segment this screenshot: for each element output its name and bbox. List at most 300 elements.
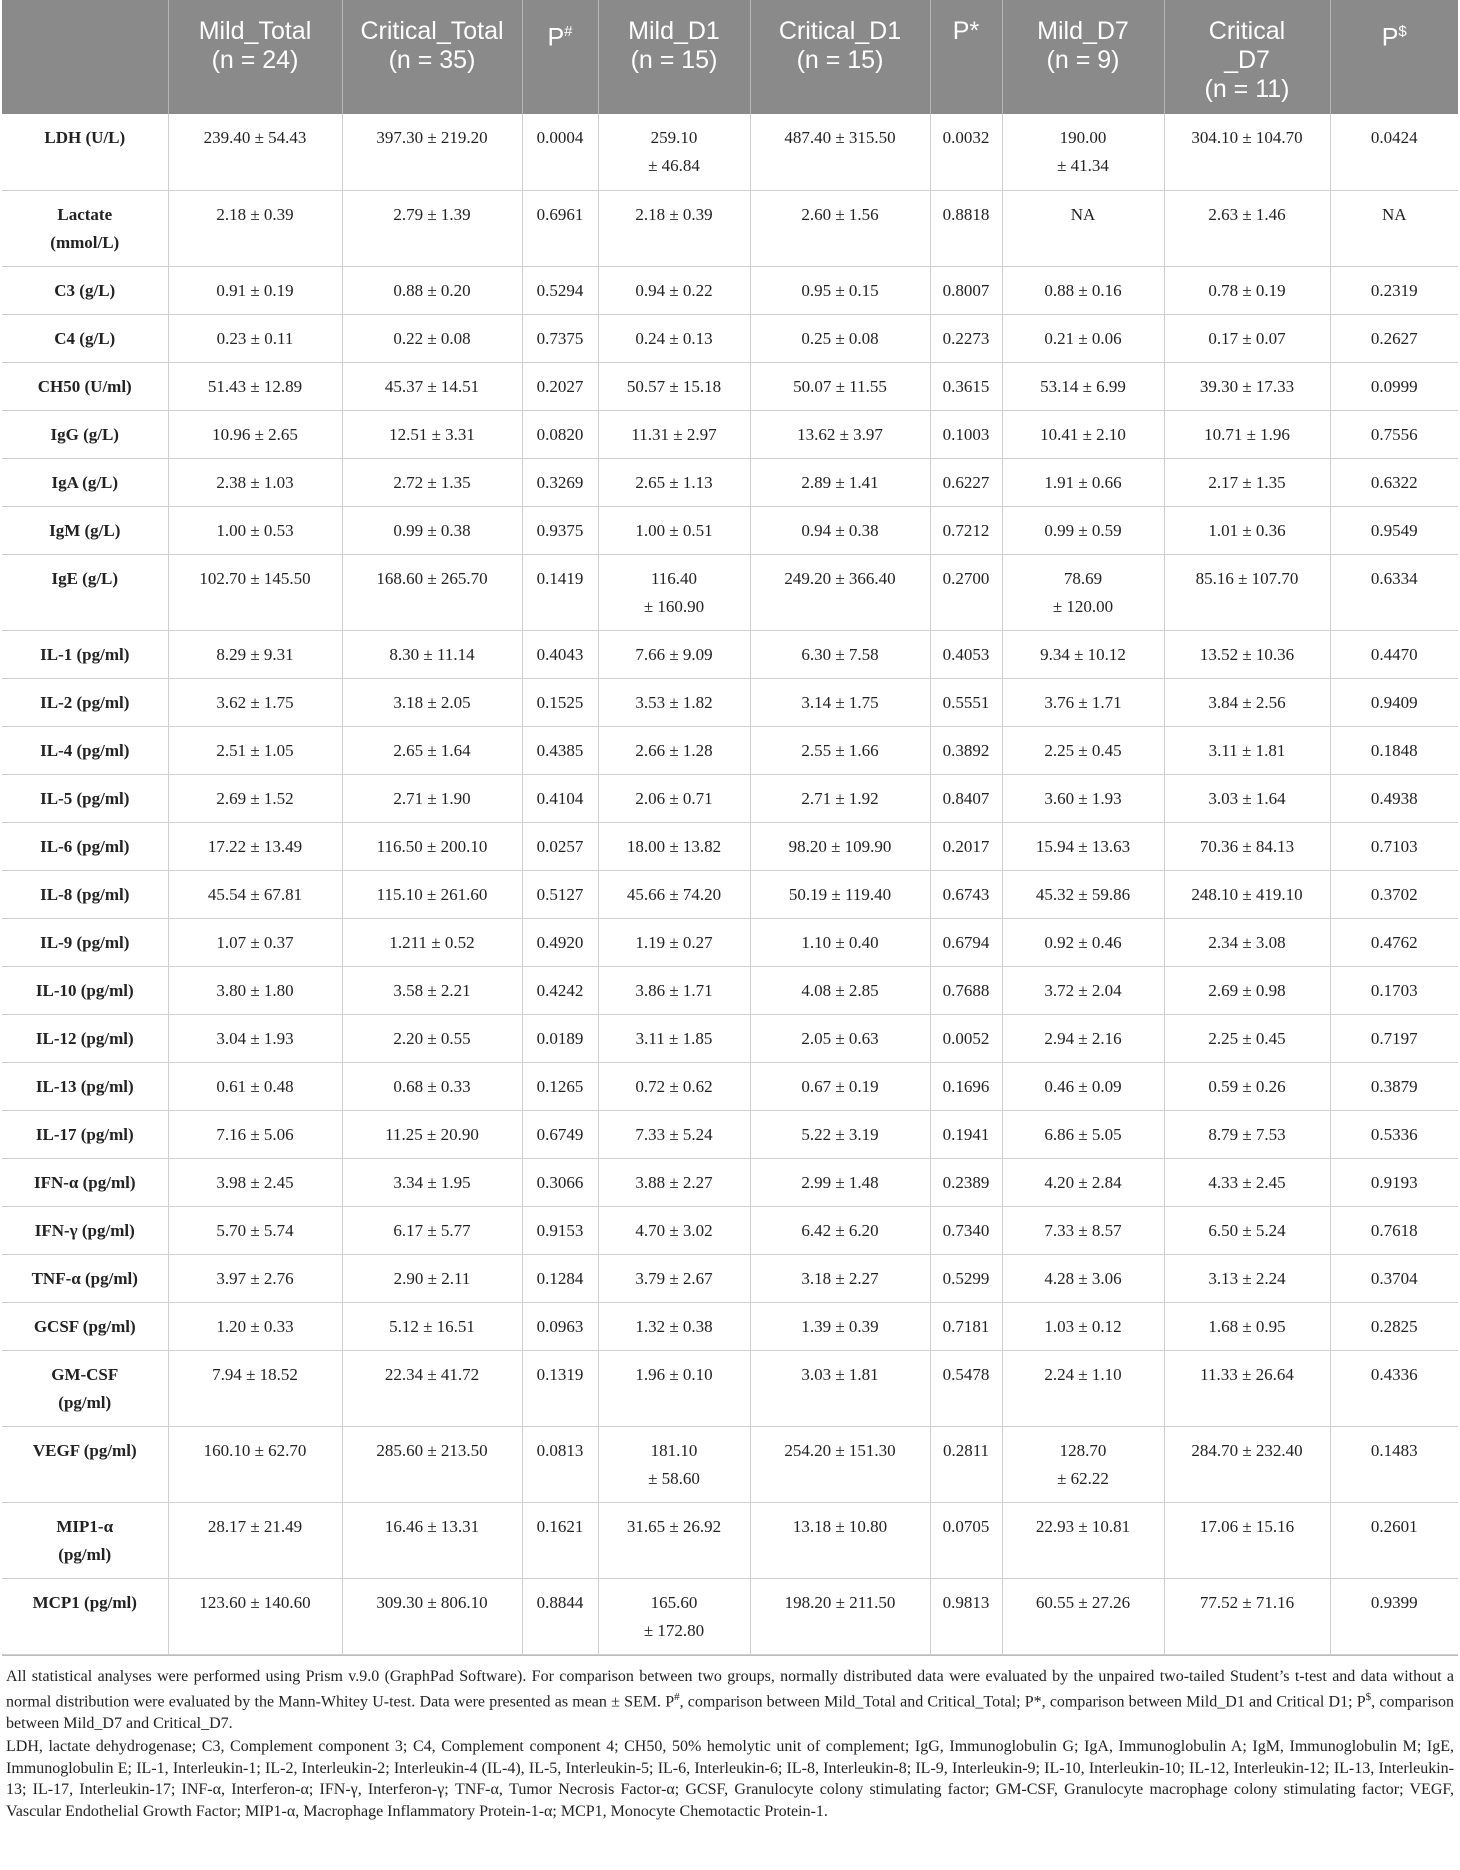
table-cell: 198.20 ± 211.50 — [750, 1578, 930, 1654]
table-cell: 0.7618 — [1330, 1206, 1458, 1254]
table-cell: 31.65 ± 26.92 — [598, 1502, 750, 1578]
row-label: C4 (g/L) — [2, 314, 168, 362]
table-cell: 1.39 ± 0.39 — [750, 1302, 930, 1350]
table-row — [2, 870, 1458, 918]
table-cell: 249.20 ± 366.40 — [750, 554, 930, 630]
column-header-line: P — [547, 23, 565, 52]
table-cell: 487.40 ± 315.50 — [750, 114, 930, 190]
table-cell: 165.60 ± 172.80 — [598, 1578, 750, 1654]
table-cell: 115.10 ± 261.60 — [342, 870, 522, 918]
table-cell: 190.00 ± 41.34 — [1002, 114, 1164, 190]
table-cell: 0.17 ± 0.07 — [1164, 314, 1330, 362]
table-cell: 0.7103 — [1330, 822, 1458, 870]
table-cell: 0.4920 — [522, 918, 598, 966]
table-cell: 2.65 ± 1.13 — [598, 458, 750, 506]
table-row — [2, 266, 1458, 314]
table-cell: 3.18 ± 2.05 — [342, 678, 522, 726]
table-row — [2, 1158, 1458, 1206]
table-cell: 4.70 ± 3.02 — [598, 1206, 750, 1254]
table-cell: 2.63 ± 1.46 — [1164, 190, 1330, 266]
table-cell: 6.86 ± 5.05 — [1002, 1110, 1164, 1158]
table-row — [2, 1302, 1458, 1350]
row-label: IL-12 (pg/ml) — [2, 1014, 168, 1062]
table-cell: 2.18 ± 0.39 — [168, 190, 342, 266]
table-cell: 0.3879 — [1330, 1062, 1458, 1110]
table-cell: 10.41 ± 2.10 — [1002, 410, 1164, 458]
table-cell: 397.30 ± 219.20 — [342, 114, 522, 190]
table-cell: 10.96 ± 2.65 — [168, 410, 342, 458]
table-cell: 0.72 ± 0.62 — [598, 1062, 750, 1110]
table-cell: 3.60 ± 1.93 — [1002, 774, 1164, 822]
table-row — [2, 1206, 1458, 1254]
table-cell: 0.4242 — [522, 966, 598, 1014]
column-header-line: _D7 — [1224, 46, 1270, 74]
table-cell: 16.46 ± 13.31 — [342, 1502, 522, 1578]
table-row — [2, 1254, 1458, 1302]
table-cell: 2.71 ± 1.92 — [750, 774, 930, 822]
row-label: IgM (g/L) — [2, 506, 168, 554]
row-label: IL-13 (pg/ml) — [2, 1062, 168, 1110]
table-cell: 2.89 ± 1.41 — [750, 458, 930, 506]
table-cell: 309.30 ± 806.10 — [342, 1578, 522, 1654]
table-cell: 0.25 ± 0.08 — [750, 314, 930, 362]
table-cell: 0.4385 — [522, 726, 598, 774]
table-cell: 15.94 ± 13.63 — [1002, 822, 1164, 870]
table-cell: 1.20 ± 0.33 — [168, 1302, 342, 1350]
row-label: LDH (U/L) — [2, 114, 168, 190]
row-label: IL-9 (pg/ml) — [2, 918, 168, 966]
table-cell: 0.0963 — [522, 1302, 598, 1350]
row-label: IL-8 (pg/ml) — [2, 870, 168, 918]
row-label: IL-10 (pg/ml) — [2, 966, 168, 1014]
table-row — [2, 410, 1458, 458]
column-header-line: Mild_D7 — [1037, 17, 1129, 45]
table-cell: 50.07 ± 11.55 — [750, 362, 930, 410]
table-cell: 0.4470 — [1330, 630, 1458, 678]
row-label: MCP1 (pg/ml) — [2, 1578, 168, 1654]
table-cell: 0.2027 — [522, 362, 598, 410]
column-header — [522, 0, 598, 114]
table-cell: 0.6334 — [1330, 554, 1458, 630]
column-header-superscript: $ — [1398, 23, 1407, 40]
row-label: VEGF (pg/ml) — [2, 1426, 168, 1502]
table-cell: 0.99 ± 0.59 — [1002, 506, 1164, 554]
table-cell: 0.1003 — [930, 410, 1002, 458]
row-label: IgE (g/L) — [2, 554, 168, 630]
table-cell: 3.88 ± 2.27 — [598, 1158, 750, 1206]
table-cell: 0.2601 — [1330, 1502, 1458, 1578]
table-row — [2, 1350, 1458, 1426]
table-cell: 3.79 ± 2.67 — [598, 1254, 750, 1302]
column-header — [1002, 0, 1164, 114]
table-cell: 0.0257 — [522, 822, 598, 870]
table-cell: 2.06 ± 0.71 — [598, 774, 750, 822]
table-cell: 13.18 ± 10.80 — [750, 1502, 930, 1578]
table-cell: 13.52 ± 10.36 — [1164, 630, 1330, 678]
table-cell: 2.69 ± 1.52 — [168, 774, 342, 822]
table-cell: 0.5478 — [930, 1350, 1002, 1426]
table-row — [2, 1578, 1458, 1654]
table-cell: 0.9813 — [930, 1578, 1002, 1654]
column-header-line: (n = 9) — [1046, 46, 1120, 74]
column-header-line: Critical_Total — [360, 17, 504, 45]
table-cell: 0.5294 — [522, 266, 598, 314]
table-cell: 4.28 ± 3.06 — [1002, 1254, 1164, 1302]
table-row — [2, 114, 1458, 190]
table-cell: 7.66 ± 9.09 — [598, 630, 750, 678]
table-cell: 22.34 ± 41.72 — [342, 1350, 522, 1426]
table-cell: 0.1265 — [522, 1062, 598, 1110]
table-cell: 0.4336 — [1330, 1350, 1458, 1426]
table-cell: 0.94 ± 0.22 — [598, 266, 750, 314]
results-table — [2, 0, 1458, 1655]
table-cell: 3.58 ± 2.21 — [342, 966, 522, 1014]
row-label: IgG (g/L) — [2, 410, 168, 458]
table-cell: 1.91 ± 0.66 — [1002, 458, 1164, 506]
table-cell: 0.2319 — [1330, 266, 1458, 314]
table-cell: 45.54 ± 67.81 — [168, 870, 342, 918]
table-cell: 0.4043 — [522, 630, 598, 678]
table-cell: 3.86 ± 1.71 — [598, 966, 750, 1014]
table-row — [2, 966, 1458, 1014]
table-cell: 2.65 ± 1.64 — [342, 726, 522, 774]
table-cell: 0.0813 — [522, 1426, 598, 1502]
table-cell: 85.16 ± 107.70 — [1164, 554, 1330, 630]
table-cell: 0.4104 — [522, 774, 598, 822]
table-cell: 78.69 ± 120.00 — [1002, 554, 1164, 630]
table-cell: 248.10 ± 419.10 — [1164, 870, 1330, 918]
table-cell: 0.4762 — [1330, 918, 1458, 966]
table-cell: 0.3704 — [1330, 1254, 1458, 1302]
table-cell: 239.40 ± 54.43 — [168, 114, 342, 190]
table-cell: 102.70 ± 145.50 — [168, 554, 342, 630]
footnote-abbreviations: LDH, lactate dehydrogenase; C3, Complement component 3; C4, Complement component 4; CH50, 50% hemolytic unit of complement; IgG, Immunoglobulin G; IgA, Immunoglobulin A; IgM, Immunoglobulin M; IgE, Immunoglobulin E; IL-1, Interleukin-1; IL-2, Interleukin-2; Interleukin-4 (IL-4), IL-5, Interleukin-5; IL-6, Interleukin-6; IL-8, Interleukin-8; IL-9, Interleukin-9; IL-10, Interleukin-10; IL-12, Interleukin-12; IL-13, Interleukin-13; IL-17, Interleukin-17; INF-α, Interferon-α; IFN-γ, Interferon-γ; TNF-α, Tumor Necrosis Factor-α; GCSF, Granulocyte colony stimulating factor; GM-CSF, Granulocyte macrophage colony stimulating factor; VEGF, Vascular Endothelial Growth Factor; MIP1-α, Macrophage Inflammatory Protein-1-α; MCP1, Monocyte Chemotactic Protein-1. — [6, 1738, 1454, 1820]
table-cell: 0.22 ± 0.08 — [342, 314, 522, 362]
column-header-line: Critical — [1208, 17, 1286, 45]
column-header-line: Mild_D1 — [628, 17, 720, 45]
table-cell: 17.06 ± 15.16 — [1164, 1502, 1330, 1578]
table-cell: 160.10 ± 62.70 — [168, 1426, 342, 1502]
table-cell: 2.24 ± 1.10 — [1002, 1350, 1164, 1426]
row-label: IgA (g/L) — [2, 458, 168, 506]
table-cell: 254.20 ± 151.30 — [750, 1426, 930, 1502]
table-cell: 0.46 ± 0.09 — [1002, 1062, 1164, 1110]
table-cell: 0.1941 — [930, 1110, 1002, 1158]
table-cell: 0.24 ± 0.13 — [598, 314, 750, 362]
row-label: IFN-α (pg/ml) — [2, 1158, 168, 1206]
table-cell: 6.17 ± 5.77 — [342, 1206, 522, 1254]
table-cell: 7.33 ± 8.57 — [1002, 1206, 1164, 1254]
table-cell: 1.07 ± 0.37 — [168, 918, 342, 966]
table-cell: 98.20 ± 109.90 — [750, 822, 930, 870]
table-cell: 11.25 ± 20.90 — [342, 1110, 522, 1158]
table-cell: 60.55 ± 27.26 — [1002, 1578, 1164, 1654]
table-cell: 0.6749 — [522, 1110, 598, 1158]
table-cell: 0.3269 — [522, 458, 598, 506]
table-cell: 0.61 ± 0.48 — [168, 1062, 342, 1110]
table-cell: 7.94 ± 18.52 — [168, 1350, 342, 1426]
table-cell: 0.95 ± 0.15 — [750, 266, 930, 314]
table-cell: 13.62 ± 3.97 — [750, 410, 930, 458]
table-cell: 3.18 ± 2.27 — [750, 1254, 930, 1302]
column-header-line: (n = 24) — [211, 46, 299, 74]
table-cell: 2.17 ± 1.35 — [1164, 458, 1330, 506]
table-cell: 168.60 ± 265.70 — [342, 554, 522, 630]
table-cell: 0.3892 — [930, 726, 1002, 774]
table-cell: 0.9399 — [1330, 1578, 1458, 1654]
table-cell: 0.1848 — [1330, 726, 1458, 774]
table-cell: 3.11 ± 1.85 — [598, 1014, 750, 1062]
table-cell: 5.70 ± 5.74 — [168, 1206, 342, 1254]
table-cell: 8.29 ± 9.31 — [168, 630, 342, 678]
table-cell: 0.0424 — [1330, 114, 1458, 190]
table-footnotes — [2, 1655, 1458, 1823]
table-cell: 2.71 ± 1.90 — [342, 774, 522, 822]
column-header-line: (n = 35) — [388, 46, 476, 74]
table-row — [2, 678, 1458, 726]
table-cell: 0.4053 — [930, 630, 1002, 678]
table-cell: 3.14 ± 1.75 — [750, 678, 930, 726]
column-header — [750, 0, 930, 114]
table-cell: 2.79 ± 1.39 — [342, 190, 522, 266]
row-label: Lactate (mmol/L) — [2, 190, 168, 266]
table-cell: 0.1525 — [522, 678, 598, 726]
row-label: C3 (g/L) — [2, 266, 168, 314]
table-cell: 0.1319 — [522, 1350, 598, 1426]
column-header-line: Critical_D1 — [778, 17, 902, 45]
table-cell: 2.25 ± 0.45 — [1164, 1014, 1330, 1062]
table-cell: 0.1419 — [522, 554, 598, 630]
table-cell: 284.70 ± 232.40 — [1164, 1426, 1330, 1502]
table-cell: 0.0189 — [522, 1014, 598, 1062]
table-cell: 6.42 ± 6.20 — [750, 1206, 930, 1254]
table-cell: 0.5127 — [522, 870, 598, 918]
table-cell: 1.68 ± 0.95 — [1164, 1302, 1330, 1350]
table-cell: 1.211 ± 0.52 — [342, 918, 522, 966]
column-header — [168, 0, 342, 114]
table-row — [2, 458, 1458, 506]
table-row — [2, 1014, 1458, 1062]
table-row — [2, 630, 1458, 678]
row-label: IFN-γ (pg/ml) — [2, 1206, 168, 1254]
table-cell: 0.3066 — [522, 1158, 598, 1206]
table-cell: 1.03 ± 0.12 — [1002, 1302, 1164, 1350]
table-cell: 4.08 ± 2.85 — [750, 966, 930, 1014]
table-cell: 0.5299 — [930, 1254, 1002, 1302]
table-cell: 0.9409 — [1330, 678, 1458, 726]
table-cell: 2.99 ± 1.48 — [750, 1158, 930, 1206]
table-cell: 0.99 ± 0.38 — [342, 506, 522, 554]
table-cell: 3.04 ± 1.93 — [168, 1014, 342, 1062]
table-cell: 0.94 ± 0.38 — [750, 506, 930, 554]
table-cell: 2.38 ± 1.03 — [168, 458, 342, 506]
table-cell: 0.3702 — [1330, 870, 1458, 918]
table-cell: 0.7197 — [1330, 1014, 1458, 1062]
table-cell: 0.2627 — [1330, 314, 1458, 362]
table-cell: 2.51 ± 1.05 — [168, 726, 342, 774]
column-header-line: Mild_Total — [198, 17, 312, 45]
table-cell: 0.7688 — [930, 966, 1002, 1014]
table-cell: 116.50 ± 200.10 — [342, 822, 522, 870]
table-cell: 0.1483 — [1330, 1426, 1458, 1502]
table-cell: 18.00 ± 13.82 — [598, 822, 750, 870]
table-cell: 3.03 ± 1.64 — [1164, 774, 1330, 822]
table-cell: 0.1703 — [1330, 966, 1458, 1014]
table-cell: 1.10 ± 0.40 — [750, 918, 930, 966]
table-cell: 0.2700 — [930, 554, 1002, 630]
table-cell: 50.57 ± 15.18 — [598, 362, 750, 410]
table-cell: 45.32 ± 59.86 — [1002, 870, 1164, 918]
table-cell: 0.7556 — [1330, 410, 1458, 458]
table-cell: 0.0004 — [522, 114, 598, 190]
row-label: IL-17 (pg/ml) — [2, 1110, 168, 1158]
table-cell: NA — [1002, 190, 1164, 266]
table-cell: 11.33 ± 26.64 — [1164, 1350, 1330, 1426]
table-row — [2, 506, 1458, 554]
table-cell: 9.34 ± 10.12 — [1002, 630, 1164, 678]
table-cell: 2.69 ± 0.98 — [1164, 966, 1330, 1014]
table-cell: 1.32 ± 0.38 — [598, 1302, 750, 1350]
table-cell: 0.0705 — [930, 1502, 1002, 1578]
table-cell: 3.84 ± 2.56 — [1164, 678, 1330, 726]
table-cell: 0.0999 — [1330, 362, 1458, 410]
table-cell: 2.94 ± 2.16 — [1002, 1014, 1164, 1062]
table-cell: NA — [1330, 190, 1458, 266]
table-cell: 0.6227 — [930, 458, 1002, 506]
table-cell: 0.91 ± 0.19 — [168, 266, 342, 314]
table-cell: 8.30 ± 11.14 — [342, 630, 522, 678]
table-cell: 6.50 ± 5.24 — [1164, 1206, 1330, 1254]
table-row — [2, 774, 1458, 822]
table-cell: 2.55 ± 1.66 — [750, 726, 930, 774]
column-header — [1330, 0, 1458, 114]
table-cell: 0.8407 — [930, 774, 1002, 822]
table-cell: 0.6322 — [1330, 458, 1458, 506]
table-cell: 128.70 ± 62.22 — [1002, 1426, 1164, 1502]
column-header-line: (n = 15) — [630, 46, 718, 74]
table-cell: 0.8844 — [522, 1578, 598, 1654]
row-label: GCSF (pg/ml) — [2, 1302, 168, 1350]
column-header-superscript: # — [564, 23, 573, 40]
table-cell: 0.7181 — [930, 1302, 1002, 1350]
table-cell: 3.13 ± 2.24 — [1164, 1254, 1330, 1302]
table-cell: 2.90 ± 2.11 — [342, 1254, 522, 1302]
column-header — [1164, 0, 1330, 114]
table-cell: 3.98 ± 2.45 — [168, 1158, 342, 1206]
table-row — [2, 362, 1458, 410]
row-label: MIP1-α (pg/ml) — [2, 1502, 168, 1578]
table-cell: 39.30 ± 17.33 — [1164, 362, 1330, 410]
row-label: IL-2 (pg/ml) — [2, 678, 168, 726]
table-cell: 181.10 ± 58.60 — [598, 1426, 750, 1502]
row-label: IL-4 (pg/ml) — [2, 726, 168, 774]
table-cell: 0.59 ± 0.26 — [1164, 1062, 1330, 1110]
table-cell: 45.37 ± 14.51 — [342, 362, 522, 410]
table-row — [2, 190, 1458, 266]
table-cell: 77.52 ± 71.16 — [1164, 1578, 1330, 1654]
row-label: CH50 (U/ml) — [2, 362, 168, 410]
column-header-line: P — [1381, 23, 1399, 52]
table-header-row — [2, 0, 1458, 114]
table-cell: 0.5551 — [930, 678, 1002, 726]
table-cell: 70.36 ± 84.13 — [1164, 822, 1330, 870]
table-cell: 28.17 ± 21.49 — [168, 1502, 342, 1578]
table-cell: 3.11 ± 1.81 — [1164, 726, 1330, 774]
table-cell: 0.67 ± 0.19 — [750, 1062, 930, 1110]
table-cell: 0.2273 — [930, 314, 1002, 362]
footnote-statistics: All statistical analyses were performed using Prism v.9.0 (GraphPad Software). For comparison between two groups, normally distributed data were evaluated by the unpaired two-tailed Student’s t-test and data without a normal distribution were evaluated by the Mann-Whitey U-test. Data were presented as mean ± SEM. P#, comparison between Mild_Total and Critical_Total; P*, comparison between Mild_D1 and Critical D1; P$, comparison between Mild_D7 and Critical_D7. — [6, 1667, 1455, 1732]
table-cell: 0.6794 — [930, 918, 1002, 966]
table-cell: 0.2389 — [930, 1158, 1002, 1206]
table-cell: 1.19 ± 0.27 — [598, 918, 750, 966]
column-header-line: (n = 15) — [796, 46, 884, 74]
table-cell: 3.62 ± 1.75 — [168, 678, 342, 726]
table-cell: 1.96 ± 0.10 — [598, 1350, 750, 1426]
row-label: IL-5 (pg/ml) — [2, 774, 168, 822]
table-cell: 1.00 ± 0.53 — [168, 506, 342, 554]
table-cell: 0.88 ± 0.20 — [342, 266, 522, 314]
table-row — [2, 918, 1458, 966]
table-cell: 6.30 ± 7.58 — [750, 630, 930, 678]
table-cell: 0.8818 — [930, 190, 1002, 266]
column-header — [930, 0, 1002, 114]
table-cell: 0.3615 — [930, 362, 1002, 410]
table-row — [2, 1426, 1458, 1502]
table-cell: 2.18 ± 0.39 — [598, 190, 750, 266]
table-cell: 0.23 ± 0.11 — [168, 314, 342, 362]
table-cell: 17.22 ± 13.49 — [168, 822, 342, 870]
table-cell: 0.9193 — [1330, 1158, 1458, 1206]
table-cell: 0.1696 — [930, 1062, 1002, 1110]
table-cell: 2.05 ± 0.63 — [750, 1014, 930, 1062]
table-cell: 7.16 ± 5.06 — [168, 1110, 342, 1158]
table-cell: 0.7375 — [522, 314, 598, 362]
table-cell: 304.10 ± 104.70 — [1164, 114, 1330, 190]
column-header — [598, 0, 750, 114]
table-cell: 1.01 ± 0.36 — [1164, 506, 1330, 554]
table-row — [2, 1502, 1458, 1578]
table-cell: 1.00 ± 0.51 — [598, 506, 750, 554]
table-row — [2, 554, 1458, 630]
table-cell: 0.21 ± 0.06 — [1002, 314, 1164, 362]
table-cell: 0.7340 — [930, 1206, 1002, 1254]
table-cell: 0.0820 — [522, 410, 598, 458]
table-cell: 4.33 ± 2.45 — [1164, 1158, 1330, 1206]
table-cell: 0.9549 — [1330, 506, 1458, 554]
table-cell: 259.10 ± 46.84 — [598, 114, 750, 190]
table-cell: 12.51 ± 3.31 — [342, 410, 522, 458]
table-cell: 2.25 ± 0.45 — [1002, 726, 1164, 774]
table-body — [2, 114, 1458, 1654]
table-cell: 3.03 ± 1.81 — [750, 1350, 930, 1426]
table-cell: 0.0052 — [930, 1014, 1002, 1062]
table-cell: 0.5336 — [1330, 1110, 1458, 1158]
table-cell: 53.14 ± 6.99 — [1002, 362, 1164, 410]
table-cell: 5.12 ± 16.51 — [342, 1302, 522, 1350]
table-cell: 0.78 ± 0.19 — [1164, 266, 1330, 314]
table-cell: 2.20 ± 0.55 — [342, 1014, 522, 1062]
row-label: GM-CSF (pg/ml) — [2, 1350, 168, 1426]
table-cell: 5.22 ± 3.19 — [750, 1110, 930, 1158]
column-header — [2, 0, 168, 114]
table-cell: 45.66 ± 74.20 — [598, 870, 750, 918]
table-cell: 2.34 ± 3.08 — [1164, 918, 1330, 966]
column-header — [342, 0, 522, 114]
table-cell: 3.53 ± 1.82 — [598, 678, 750, 726]
table-cell: 0.88 ± 0.16 — [1002, 266, 1164, 314]
table-row — [2, 314, 1458, 362]
row-label: IL-6 (pg/ml) — [2, 822, 168, 870]
